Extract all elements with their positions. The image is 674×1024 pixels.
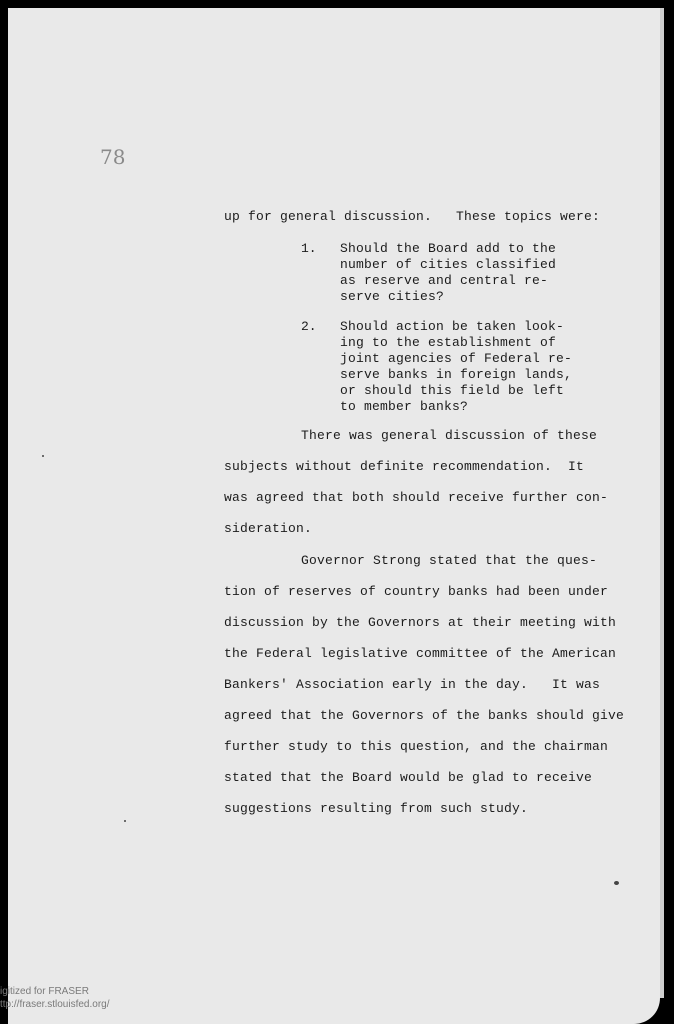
page-edge xyxy=(660,8,664,998)
topic-line: serve banks in foreign lands, xyxy=(340,367,573,382)
paragraph-line: subjects without definite recommendation. It xyxy=(224,459,585,474)
topic-line: Should action be taken look- xyxy=(340,319,565,334)
topic-number: 2. xyxy=(301,319,317,334)
page-number: 78 xyxy=(100,145,126,169)
topic-line: number of cities classified xyxy=(340,257,557,272)
paragraph-line: agreed that the Governors of the banks should give xyxy=(224,708,625,723)
paragraph-line: further study to this question, and the chairman xyxy=(224,739,609,754)
paragraph-line: stated that the Board would be glad to receive xyxy=(224,770,593,785)
paragraph-line: There was general discussion of these xyxy=(301,428,598,443)
paragraph-line: discussion by the Governors at their meeting with xyxy=(224,615,617,630)
intro-line: up for general discussion. These topics were: xyxy=(224,209,601,224)
paragraph-line: was agreed that both should receive further con- xyxy=(224,490,609,505)
scan-speck xyxy=(614,881,619,885)
paragraph-line: the Federal legislative committee of the American xyxy=(224,646,617,661)
topic-line: serve cities? xyxy=(340,289,445,304)
paragraph-line: Bankers' Association early in the day. It was xyxy=(224,677,601,692)
paragraph-line: tion of reserves of country banks had been under xyxy=(224,584,609,599)
topic-line: ing to the establishment of xyxy=(340,335,557,350)
scan-speck xyxy=(124,820,126,822)
topic-number: 1. xyxy=(301,241,317,256)
topic-line: as reserve and central re- xyxy=(340,273,549,288)
paragraph-line: Governor Strong stated that the ques- xyxy=(301,553,598,568)
fraser-watermark-link[interactable]: ttp://fraser.stlouisfed.org/ xyxy=(0,999,110,1010)
topic-line: joint agencies of Federal re- xyxy=(340,351,573,366)
topic-line: Should the Board add to the xyxy=(340,241,557,256)
topic-line: to member banks? xyxy=(340,399,469,414)
paragraph-line: suggestions resulting from such study. xyxy=(224,801,529,816)
fraser-watermark-line: igitized for FRASER xyxy=(0,986,89,997)
topic-line: or should this field be left xyxy=(340,383,565,398)
paragraph-line: sideration. xyxy=(224,521,313,536)
scan-speck xyxy=(42,455,44,457)
